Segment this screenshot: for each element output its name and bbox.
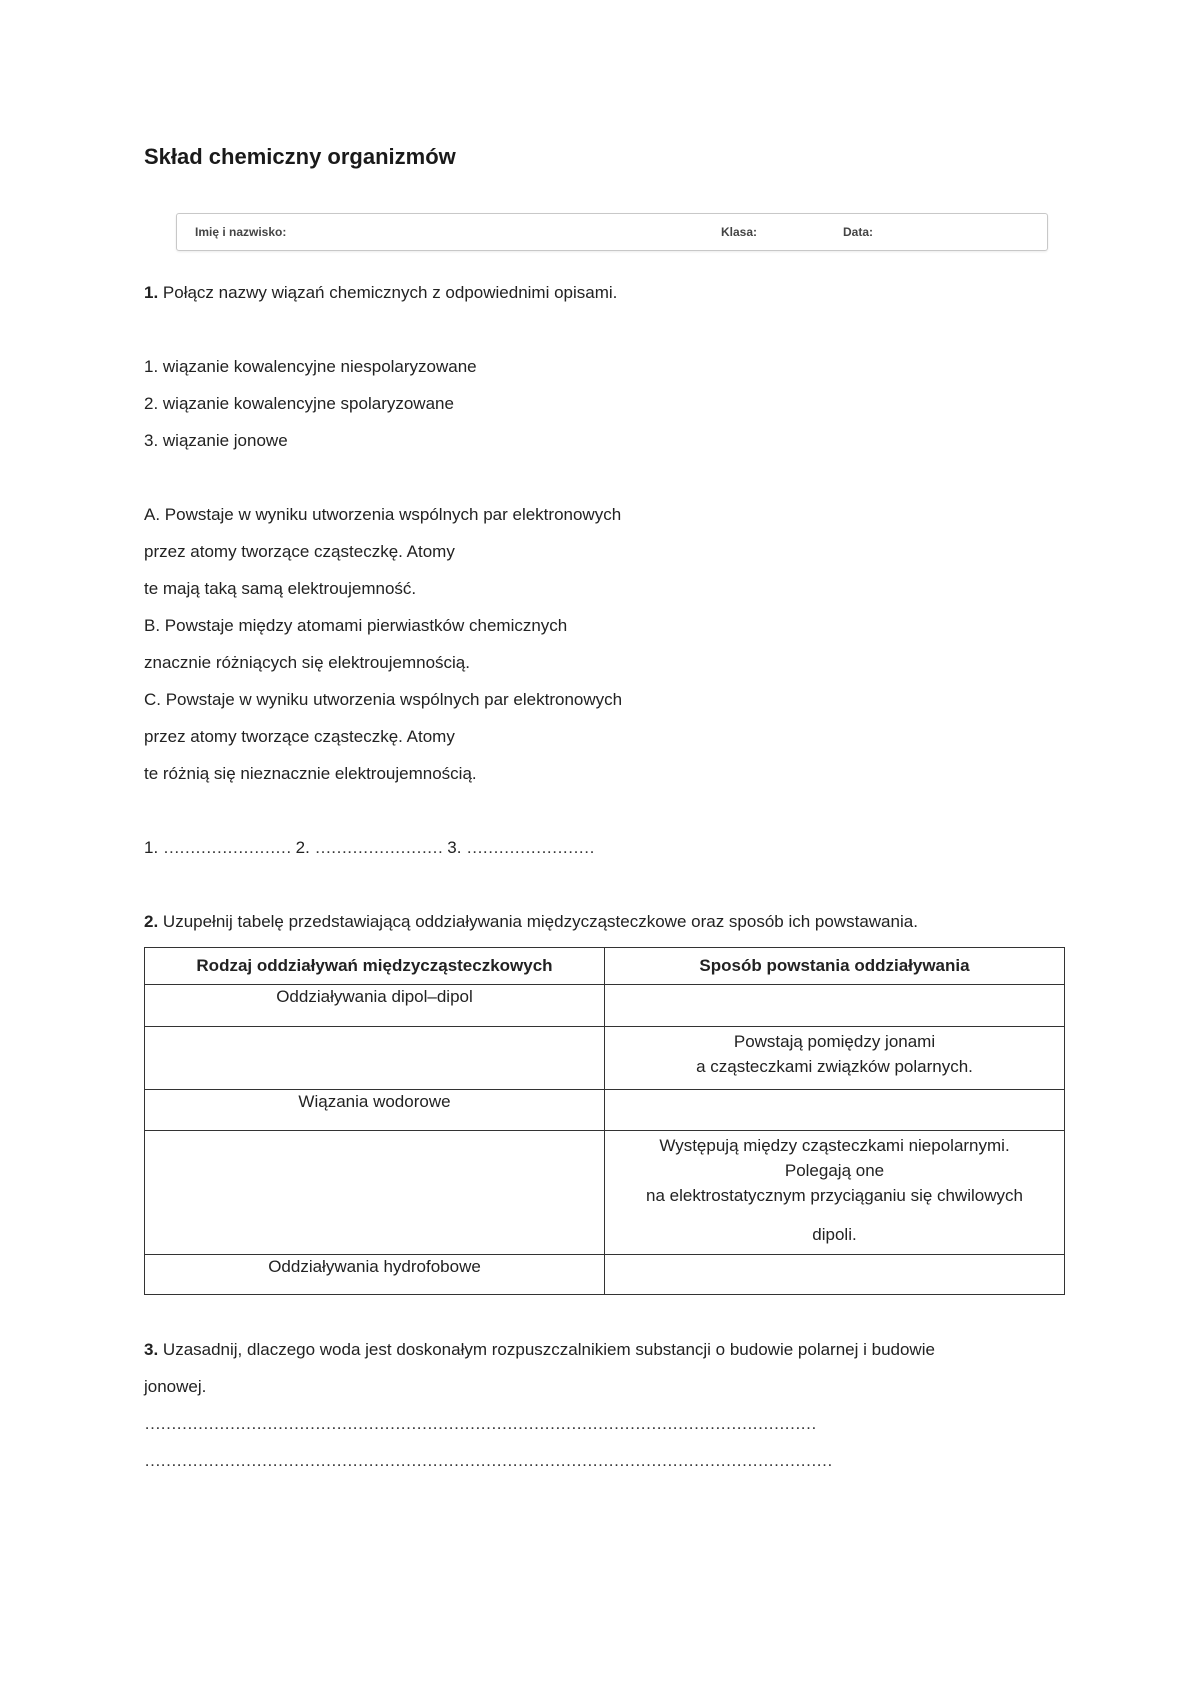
- answer-2-blank[interactable]: ……………………: [314, 838, 443, 857]
- name-label: Imię i nazwisko:: [195, 225, 287, 239]
- column-header-type: Rodzaj oddziaływań międzycząsteczkowych: [145, 948, 605, 985]
- answer-2-label: 2.: [290, 838, 315, 857]
- answer-3-blank[interactable]: ……………………: [466, 838, 595, 857]
- bond-item-1: 1. wiązanie kowalencyjne niespolaryzowane: [144, 357, 477, 376]
- question-2-number: 2.: [144, 912, 159, 931]
- bond-item-2: 2. wiązanie kowalencyjne spolaryzowane: [144, 394, 454, 413]
- description-line: te różnią się nieznacznie elektroujemnością.: [144, 764, 477, 783]
- cell-text-line: na elektrostatycznym przyciąganiu się chwilowych: [646, 1186, 1023, 1205]
- cell-text-line: dipoli.: [812, 1225, 857, 1244]
- interaction-method-cell: [605, 1027, 1065, 1090]
- description-line: znacznie różniących się elektroujemnością.: [144, 653, 470, 672]
- table-row: [145, 985, 1065, 1027]
- description-line: A. Powstaje w wyniku utworzenia wspólnych par elektronowych: [144, 505, 622, 524]
- question-3: [144, 1339, 935, 1361]
- bond-item-3: 3. wiązanie jonowe: [144, 431, 288, 450]
- interaction-type-cell[interactable]: [145, 1131, 605, 1255]
- class-label: Klasa:: [721, 225, 758, 239]
- description-line: przez atomy tworzące cząsteczkę. Atomy: [144, 542, 455, 561]
- table-row: [145, 1255, 1065, 1295]
- table-row: [145, 1090, 1065, 1131]
- answer-3-label: 3.: [442, 838, 467, 857]
- question-3-text: Uzasadnij, dlaczego woda jest doskonałym rozpuszczalnikiem substancji o budowie polarnej i budowie: [158, 1340, 935, 1359]
- interaction-method-cell[interactable]: [605, 985, 1065, 1027]
- question-3-number: 3.: [144, 1340, 159, 1359]
- answer-3-line-2[interactable]: …………………………………………………………………………………………………………………: [144, 1451, 832, 1470]
- interaction-method-cell[interactable]: [605, 1255, 1065, 1295]
- question-1-number: 1.: [144, 283, 159, 302]
- cell-text-line: a cząsteczkami związków polarnych.: [696, 1057, 973, 1076]
- interaction-type-cell: Wiązania wodorowe: [145, 1090, 605, 1131]
- question-2-text: Uzupełnij tabelę przedstawiającą oddziaływania międzycząsteczkowe oraz sposób ich powstawania.: [158, 912, 918, 931]
- column-header-method: Sposób powstania oddziaływania: [605, 948, 1065, 985]
- table-row: [145, 1027, 1065, 1090]
- date-label: Data:: [843, 225, 874, 239]
- answer-line: [144, 837, 594, 859]
- cell-text-line: Polegają one: [784, 1161, 885, 1180]
- question-3-continuation: jonowej.: [144, 1377, 207, 1396]
- question-1-text: Połącz nazwy wiązań chemicznych z odpowiednimi opisami.: [158, 283, 618, 302]
- description-line: B. Powstaje między atomami pierwiastków chemicznych: [144, 616, 568, 635]
- description-line: C. Powstaje w wyniku utworzenia wspólnych par elektronowych: [144, 690, 623, 709]
- description-line: przez atomy tworzące cząsteczkę. Atomy: [144, 727, 455, 746]
- table-header-row: [145, 948, 1065, 985]
- cell-text-line: Występują między cząsteczkami niepolarnymi.: [659, 1136, 1010, 1155]
- answer-3-line-1[interactable]: ………………………………………………………………………………………………………………: [144, 1414, 816, 1433]
- cell-text-line: Powstają pomiędzy jonami: [733, 1032, 936, 1051]
- interaction-method-cell: [605, 1131, 1065, 1255]
- cell-spacer: [611, 1208, 1058, 1222]
- interactions-table: [144, 947, 1065, 1295]
- interaction-type-cell: Oddziaływania dipol–dipol: [145, 985, 605, 1027]
- table-row: [145, 1131, 1065, 1255]
- description-line: te mają taką samą elektroujemność.: [144, 579, 417, 598]
- answer-1-blank[interactable]: ……………………: [162, 838, 291, 857]
- interaction-type-cell: Oddziaływania hydrofobowe: [145, 1255, 605, 1295]
- worksheet-title: Skład chemiczny organizmów: [144, 144, 456, 169]
- interaction-type-cell[interactable]: [145, 1027, 605, 1090]
- student-info-box: [176, 213, 1048, 251]
- question-2: [144, 911, 918, 933]
- interaction-method-cell[interactable]: [605, 1090, 1065, 1131]
- question-1: [144, 282, 617, 304]
- answer-1-label: 1.: [144, 838, 163, 857]
